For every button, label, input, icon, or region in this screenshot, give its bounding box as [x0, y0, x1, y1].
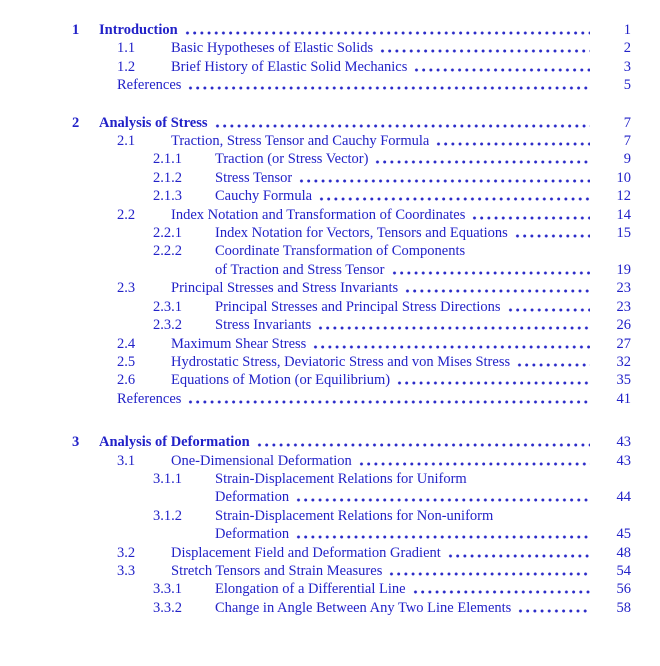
toc-entry[interactable] [0, 39, 631, 57]
dot-leader [318, 197, 590, 201]
toc-entry[interactable] [0, 580, 631, 598]
entry-page-number: 43 [616, 452, 631, 469]
entry-title-continuation: Deformation [215, 489, 290, 506]
entry-title: Principal Stresses and Principal Stress Directions [215, 298, 501, 315]
dot-leader [412, 590, 590, 594]
entry-page-number: 45 [616, 526, 631, 543]
entry-number: 2.1.1 [153, 151, 182, 168]
entry-number: 1.2 [117, 58, 136, 75]
entry-number: 2.5 [117, 353, 136, 370]
entry-title: Change in Angle Between Any Two Line Elements [215, 599, 512, 616]
dot-leader [514, 234, 590, 238]
toc-entry[interactable] [0, 187, 631, 205]
entry-number: 2.4 [117, 335, 136, 352]
entry-number: 3 [72, 434, 80, 451]
dot-leader [435, 142, 590, 146]
entry-page-number: 10 [616, 169, 631, 186]
entry-page-number: 12 [616, 188, 631, 205]
entry-page-number: 48 [616, 544, 631, 561]
entry-number: 2.3 [117, 280, 136, 297]
toc-entry-continuation[interactable] [0, 525, 631, 543]
dot-leader [358, 462, 590, 466]
entry-number: 2.3.1 [153, 298, 182, 315]
dot-leader [413, 68, 590, 72]
entry-title: Hydrostatic Stress, Deviatoric Stress and von Mises Stress [171, 353, 511, 370]
entry-title: Index Notation and Transformation of Coordinates [171, 206, 466, 223]
entry-page-number: 27 [616, 335, 631, 352]
entry-page-number: 1 [623, 22, 631, 38]
entry-title: References [117, 390, 182, 407]
dot-leader [312, 345, 590, 349]
entry-title: Strain-Displacement Relations for Non-uniform [215, 507, 494, 524]
entry-title: Cauchy Formula [215, 188, 313, 205]
toc-entry[interactable] [0, 316, 631, 334]
entry-title: Equations of Motion (or Equilibrium) [171, 372, 391, 389]
toc-entry[interactable] [0, 206, 631, 224]
entry-title: Stress Tensor [215, 169, 293, 186]
toc-entry[interactable] [0, 224, 631, 242]
toc-entry[interactable] [0, 452, 631, 470]
dot-leader [391, 271, 591, 275]
dot-leader [317, 326, 590, 330]
dot-leader [214, 124, 591, 128]
entry-number: 3.1.1 [153, 470, 182, 487]
toc-entry-continuation[interactable] [0, 488, 631, 506]
entry-page-number: 23 [616, 280, 631, 297]
entry-page-number: 15 [616, 225, 631, 242]
dot-leader [187, 400, 590, 404]
entry-page-number: 7 [623, 133, 631, 150]
dot-leader [447, 554, 590, 558]
toc-entry[interactable] [0, 335, 631, 353]
entry-page-number: 5 [623, 77, 631, 94]
toc-entry[interactable] [0, 298, 631, 316]
entry-title: Basic Hypotheses of Elastic Solids [171, 40, 374, 57]
dot-leader [517, 609, 590, 613]
dot-leader [396, 381, 590, 385]
chapter-group [0, 21, 631, 95]
dot-leader [379, 49, 590, 53]
toc-entry-continuation[interactable] [0, 261, 631, 279]
dot-leader [374, 160, 590, 164]
entry-number: 1.1 [117, 40, 136, 57]
toc-entry[interactable] [0, 371, 631, 389]
entry-title: References [117, 77, 182, 94]
entry-number: 2.2.1 [153, 225, 182, 242]
toc-entry[interactable] [0, 470, 631, 488]
dot-leader [298, 179, 590, 183]
entry-number: 3.3 [117, 562, 136, 579]
entry-title: Traction, Stress Tensor and Cauchy Formula [171, 133, 430, 150]
dot-leader [187, 86, 590, 90]
entry-title: One-Dimensional Deformation [171, 452, 352, 469]
dot-leader [507, 308, 590, 312]
entry-page-number: 35 [616, 372, 631, 389]
entry-title: Index Notation for Vectors, Tensors and Equations [215, 225, 508, 242]
toc-entry[interactable] [0, 242, 631, 260]
entry-page-number: 14 [616, 206, 631, 223]
entry-page-number: 54 [616, 562, 631, 579]
toc-entry[interactable] [0, 169, 631, 187]
entry-title: Analysis of Deformation [99, 434, 250, 451]
chapter-group [0, 433, 631, 617]
dot-leader [516, 363, 590, 367]
entry-number: 2.3.2 [153, 317, 182, 334]
toc-entry[interactable] [0, 562, 631, 580]
entry-page-number: 19 [616, 261, 631, 278]
entry-title: Displacement Field and Deformation Gradient [171, 544, 441, 561]
entry-number: 2.1.3 [153, 188, 182, 205]
toc-entry[interactable] [0, 76, 631, 94]
toc-entry[interactable] [0, 21, 631, 39]
entry-title: Elongation of a Differential Line [215, 581, 406, 598]
entry-title: Strain-Displacement Relations for Uniform [215, 470, 467, 487]
entry-title: Stress Invariants [215, 317, 312, 334]
toc-entry[interactable] [0, 353, 631, 371]
entry-title-continuation: Deformation [215, 526, 290, 543]
entry-number: 1 [72, 22, 80, 38]
entry-title-continuation: of Traction and Stress Tensor [215, 261, 385, 278]
entry-title: Analysis of Stress [99, 114, 208, 131]
entry-title: Traction (or Stress Vector) [215, 151, 369, 168]
entry-title: Principal Stresses and Stress Invariants [171, 280, 399, 297]
dot-leader [295, 535, 590, 539]
toc-entry[interactable] [0, 390, 631, 408]
toc-entry[interactable] [0, 507, 631, 525]
entry-page-number: 56 [616, 581, 631, 598]
dot-leader [184, 31, 590, 35]
dot-leader [388, 572, 590, 576]
dot-leader [295, 498, 590, 502]
toc-entry[interactable] [0, 544, 631, 562]
entry-page-number: 41 [616, 390, 631, 407]
toc-entry[interactable] [0, 114, 631, 132]
entry-title: Stretch Tensors and Strain Measures [171, 562, 383, 579]
entry-number: 2.1 [117, 133, 136, 150]
toc-entry[interactable] [0, 433, 631, 451]
entry-title: Brief History of Elastic Solid Mechanics [171, 58, 408, 75]
entry-number: 2 [72, 114, 80, 131]
toc-entry[interactable] [0, 150, 631, 168]
chapter-group [0, 114, 631, 409]
entry-number: 2.6 [117, 372, 136, 389]
entry-number: 2.1.2 [153, 169, 182, 186]
entry-page-number: 2 [623, 40, 631, 57]
entry-page-number: 7 [623, 114, 631, 131]
dot-leader [404, 289, 590, 293]
entry-page-number: 44 [616, 489, 631, 506]
entry-number: 3.3.2 [153, 599, 182, 616]
toc-entry[interactable] [0, 279, 631, 297]
entry-page-number: 3 [623, 58, 631, 75]
toc-entry[interactable] [0, 132, 631, 150]
entry-title: Coordinate Transformation of Components [215, 243, 466, 260]
entry-page-number: 9 [623, 151, 631, 168]
dot-leader [256, 443, 590, 447]
entry-page-number: 26 [616, 317, 631, 334]
entry-number: 2.2.2 [153, 243, 182, 260]
entry-number: 3.2 [117, 544, 136, 561]
toc-entry[interactable] [0, 58, 631, 76]
entry-number: 3.3.1 [153, 581, 182, 598]
entry-number: 3.1.2 [153, 507, 182, 524]
entry-page-number: 32 [616, 353, 631, 370]
entry-number: 2.2 [117, 206, 136, 223]
entry-title: Maximum Shear Stress [171, 335, 307, 352]
entry-title: Introduction [99, 22, 178, 38]
toc-entry[interactable] [0, 599, 631, 617]
entry-page-number: 23 [616, 298, 631, 315]
entry-page-number: 58 [616, 599, 631, 616]
entry-number: 3.1 [117, 452, 136, 469]
dot-leader [471, 216, 590, 220]
entry-page-number: 43 [616, 434, 631, 451]
